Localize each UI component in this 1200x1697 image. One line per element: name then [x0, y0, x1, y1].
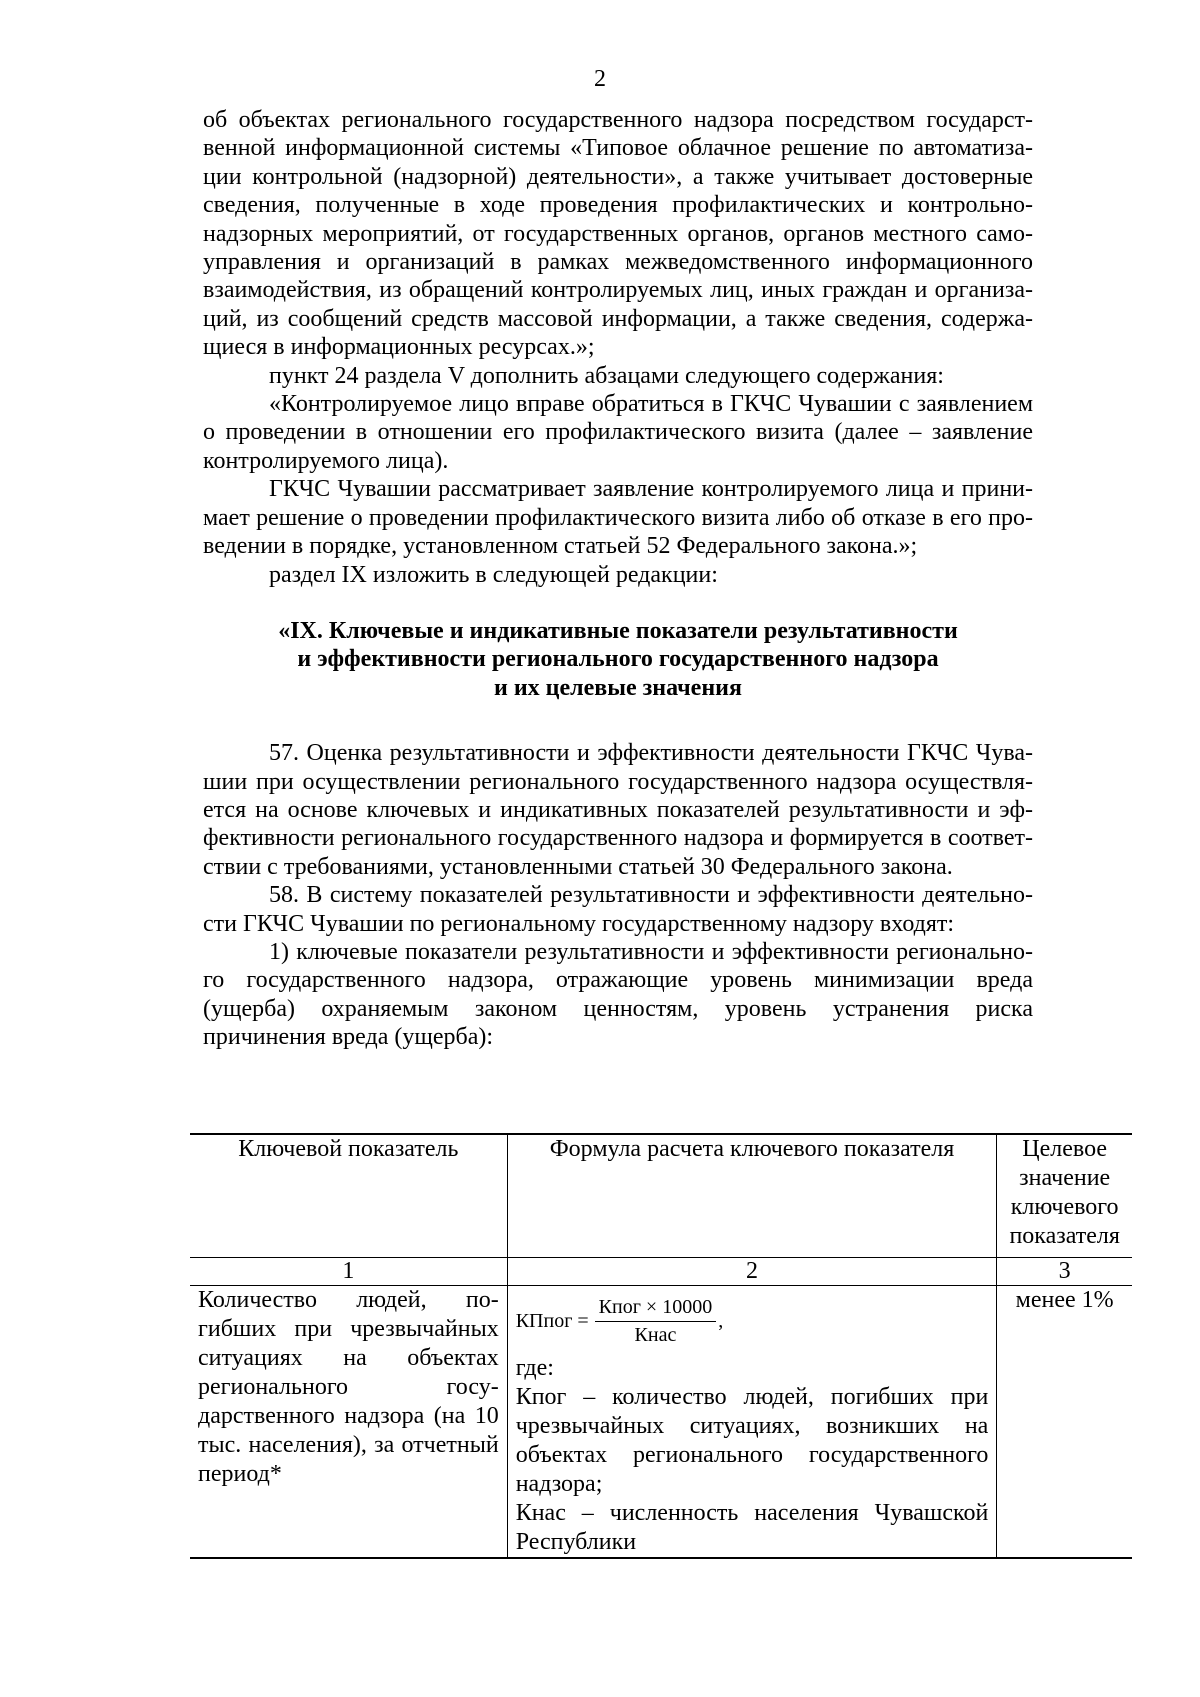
- key-indicators-table: [190, 1133, 1132, 1559]
- section-heading-line: и эффективности регионального государственного надзора: [297, 646, 939, 673]
- table-column-number-row: [190, 1258, 1132, 1286]
- formula-definition: Кпог – количество людей, погибших при чрезвычайных ситуациях, возникших на объектах регионального государственного надзора;: [515, 1384, 989, 1497]
- target-value-cell: менее 1%: [997, 1286, 1132, 1559]
- section-heading: [203, 617, 1033, 702]
- formula-denominator: Кнас: [634, 1323, 677, 1346]
- paragraph: 1) ключевые показатели результативности и эффективности регионального государственного надзора, отражающие уровень минимизации вреда (ущерба) охраняемым законом ценностям, уровень устранения риска причинения вреда (ущерба):: [203, 938, 1033, 1051]
- table-header-cell: Ключевой показатель: [190, 1134, 507, 1258]
- paragraph: 58. В систему показателей результативности и эффективности деятельности ГКЧС Чувашии по региональному государственному надзору входят:: [203, 882, 1033, 937]
- document-body: [203, 106, 1033, 1052]
- column-number: 1: [190, 1258, 507, 1286]
- column-number: 2: [507, 1258, 997, 1286]
- formula: [516, 1288, 989, 1354]
- table-header-cell: Целевое значение ключевого показателя: [997, 1134, 1132, 1258]
- formula-lhs: КПпог =: [515, 1309, 589, 1332]
- paragraph: пункт 24 раздела V дополнить абзацами следующего содержания:: [269, 362, 944, 389]
- table-row: [190, 1286, 1132, 1559]
- paragraph: об объектах регионального государственного надзора посредством государственной информационной системы «Типовое облачное решение по автоматизации контрольной (надзорной) деятельности», а также учитывает достоверные сведения, полученные в ходе проведения профилактических и контрольно-надзорных мероприятий, от государственных органов, органов местного самоуправления и организаций в рамках межведомственного информационного взаимодействия, из обращений контролируемых лиц, иных граждан и организаций, из сообщений средств массовой информации, а также сведения, содержащиеся в информационных ресурсах.»;: [203, 107, 1033, 361]
- formula-fraction: [595, 1294, 717, 1349]
- indicator-cell: Количество людей, погибших при чрезвычайных ситуациях на объектах регионального государственного надзора (на 10 тыс. населения), за отчетный период*: [190, 1286, 507, 1559]
- formula-definition: Кнас – численность населения Чувашской Республики: [515, 1500, 989, 1555]
- formula-numerator: Кпог × 10000: [595, 1294, 717, 1322]
- formula-comma: ,: [718, 1309, 724, 1332]
- formula-cell: [507, 1286, 997, 1559]
- paragraph: «Контролируемое лицо вправе обратиться в ГКЧС Чувашии с заявлением о проведении в отношении его профилактического визита (далее – заявление контролируемого лица).: [203, 391, 1033, 474]
- section-heading-line: и их целевые значения: [494, 674, 742, 701]
- column-number: 3: [997, 1258, 1132, 1286]
- table-header-row: [190, 1134, 1132, 1258]
- paragraph: 57. Оценка результативности и эффективности деятельности ГКЧС Чувашии при осуществлении регионального государственного надзора осуществляется на основе ключевых и индикативных показателей результативности и эффективности регионального государственного надзора и формируется в соответствии с требованиями, установленными статьей 30 Федерального закона.: [203, 740, 1033, 880]
- section-heading-line: «IX. Ключевые и индикативные показатели результативности: [278, 617, 958, 644]
- paragraph: раздел IX изложить в следующей редакции:: [269, 561, 718, 588]
- formula-where: где:: [515, 1355, 554, 1381]
- paragraph: ГКЧС Чувашии рассматривает заявление контролируемого лица и принимает решение о проведении профилактического визита либо об отказе в его проведении в порядке, установленном статьей 52 Федерального закона.»;: [203, 476, 1033, 560]
- table-header-cell: Формула расчета ключевого показателя: [507, 1134, 997, 1258]
- page-number: 2: [594, 66, 606, 92]
